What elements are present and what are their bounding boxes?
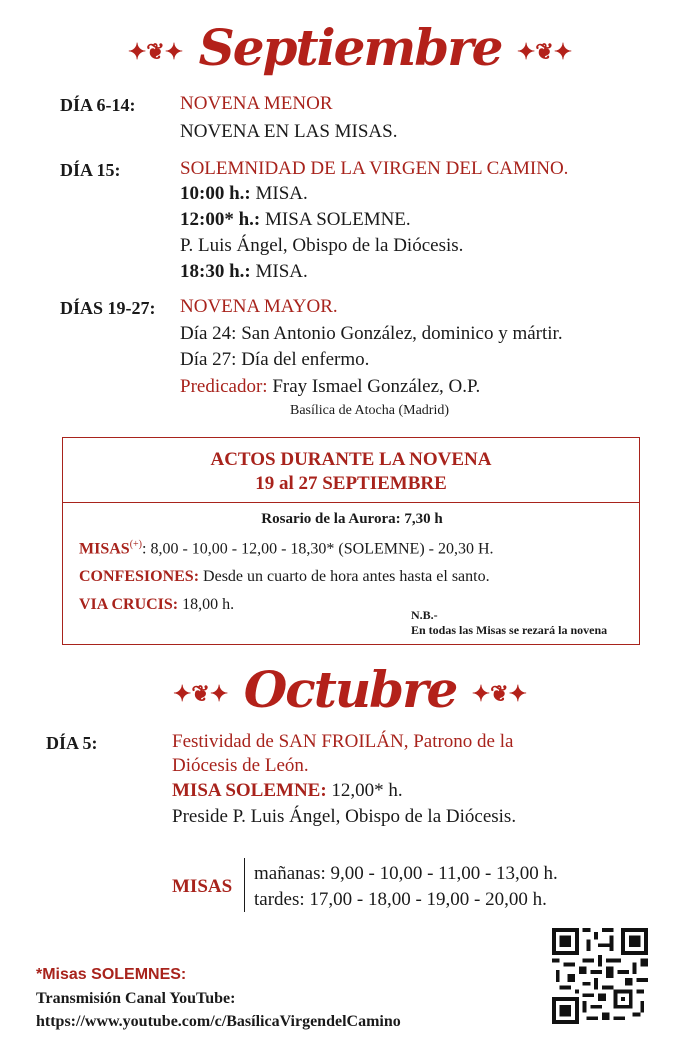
misas-note: (+) — [129, 539, 142, 550]
confesiones-label: CONFESIONES: — [79, 568, 200, 585]
day-label: DÍA 15: — [60, 160, 121, 180]
ornament-right-icon: ✦❦✦ — [471, 681, 528, 707]
misa-solemne-line — [172, 780, 403, 802]
event-title-cont: Diócesis de León. — [172, 755, 309, 776]
box-title: ACTOS DURANTE LA NOVENA — [210, 449, 492, 470]
via-crucis-line — [79, 596, 234, 614]
evening-masses: tardes: 17,00 - 18,00 - 19,00 - 20,00 h. — [254, 889, 547, 910]
ornament-left-icon: ✦❦✦ — [172, 681, 229, 707]
day-label: DÍAS 19-27: — [60, 298, 156, 318]
misas-label: MISAS — [172, 876, 233, 897]
celebrant-line: Preside P. Luis Ángel, Obispo de la Diócesis. — [172, 806, 517, 827]
time: 12:00* h.: — [180, 209, 261, 230]
september-title: Septiembre — [198, 18, 502, 77]
misas-label: MISAS — [79, 540, 130, 558]
time: 10:00 h.: — [180, 183, 251, 204]
youtube-link[interactable]: https://www.youtube.com/c/BasílicaVirgendelCamino — [36, 1013, 401, 1030]
via-crucis-label: VIA CRUCIS: — [79, 596, 179, 613]
preacher-line — [180, 376, 480, 398]
event-title: NOVENA MAYOR. — [180, 296, 338, 317]
event-title: NOVENA MENOR — [180, 93, 333, 114]
event-title: SOLEMNIDAD DE LA VIRGEN DEL CAMINO. — [180, 158, 569, 179]
preacher-place: Basílica de Atocha (Madrid) — [290, 403, 450, 418]
misas-times: : 8,00 - 10,00 - 12,00 - 18,30* (SOLEMNE) - 20,30 H. — [142, 540, 494, 558]
box-divider — [63, 502, 639, 503]
nb-label: N.B.- — [411, 608, 438, 622]
via-crucis-time: 18,00 h. — [178, 596, 235, 613]
schedule-text: MISA. — [250, 183, 308, 204]
ornament-right-icon: ✦❦✦ — [516, 39, 573, 65]
schedule-line — [180, 183, 308, 205]
schedule-line — [180, 261, 308, 283]
day-label: DÍA 6-14: — [60, 95, 136, 115]
box-subtitle: 19 al 27 SEPTIEMBRE — [255, 473, 447, 494]
event-line: Día 24: San Antonio González, dominico y mártir. — [180, 323, 563, 344]
event-title: Festividad de SAN FROILÁN, Patrono de la — [172, 731, 514, 752]
misa-solemne-label: MISA SOLEMNE: — [172, 780, 327, 801]
time: 18:30 h.: — [180, 261, 251, 282]
october-heading — [0, 660, 700, 719]
schedule-line — [180, 209, 411, 231]
rosary-line: Rosario de la Aurora: 7,30 h — [261, 511, 443, 527]
day-label: DÍA 5: — [46, 733, 98, 753]
ornament-left-icon: ✦❦✦ — [127, 39, 184, 65]
nb-text: En todas las Misas se rezará la novena — [411, 623, 608, 637]
misas-line — [79, 539, 494, 558]
schedule-text: MISA. — [250, 261, 308, 282]
divider-bar — [244, 858, 245, 912]
novena-box — [62, 437, 640, 645]
preacher-name: Fray Ismael González, O.P. — [267, 376, 481, 397]
morning-masses: mañanas: 9,00 - 10,00 - 11,00 - 13,00 h. — [254, 863, 558, 884]
september-heading — [0, 18, 700, 77]
preacher-label: Predicador: — [180, 376, 268, 397]
celebrant-line: P. Luis Ángel, Obispo de la Diócesis. — [180, 235, 464, 256]
event-line: Día 27: Día del enfermo. — [180, 349, 370, 370]
youtube-caption: Transmisión Canal YouTube: — [36, 990, 236, 1007]
confesiones-line — [79, 568, 490, 586]
confesiones-text: Desde un cuarto de hora antes hasta el santo. — [199, 568, 490, 585]
event-line: NOVENA EN LAS MISAS. — [180, 121, 398, 142]
misa-solemne-time: 12,00* h. — [326, 780, 403, 801]
october-title: Octubre — [243, 660, 457, 719]
qr-code-icon[interactable] — [552, 928, 648, 1024]
schedule-text: MISA SOLEMNE. — [260, 209, 411, 230]
solemnes-note: *Misas SOLEMNES: — [36, 966, 187, 983]
